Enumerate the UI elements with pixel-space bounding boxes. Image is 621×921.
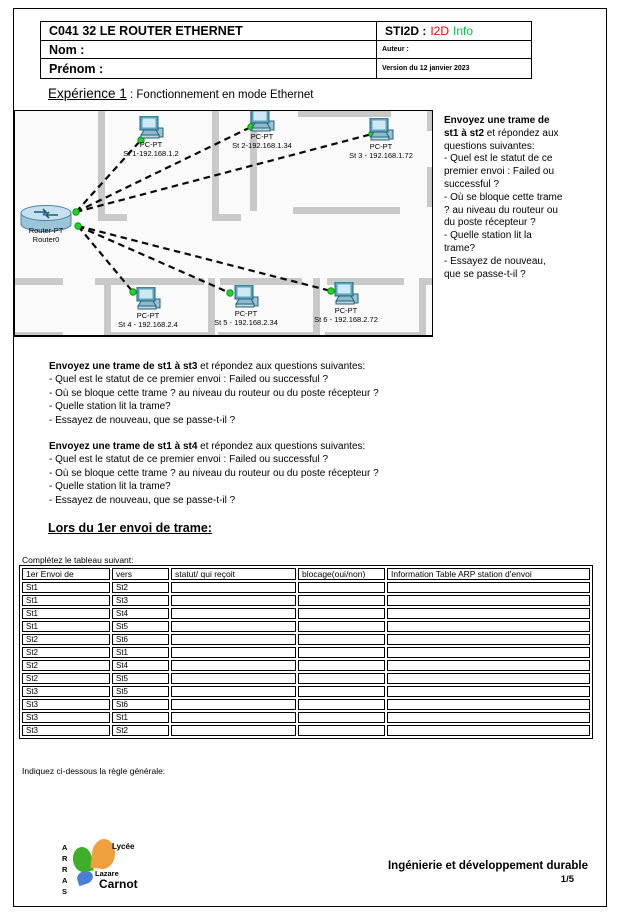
- task-bullet: - Où se bloque cette trame ? au niveau du routeur ou du poste récepteur ?: [49, 387, 379, 399]
- logo-carnot-label: Carnot: [99, 877, 138, 891]
- empty-cell: [171, 686, 296, 697]
- auteur-cell: [377, 41, 531, 59]
- experience-heading: [48, 86, 313, 101]
- version-cell: [377, 59, 531, 78]
- to-cell: St2: [112, 725, 169, 736]
- pc-station-label: St 1-192.168.1.2: [123, 149, 179, 158]
- side-note-bullet: - Essayez de nouveau, que se passe-t-il ?: [444, 255, 546, 280]
- from-cell: St2: [22, 634, 110, 645]
- course-cell: [377, 22, 531, 41]
- empty-cell: [387, 699, 590, 710]
- to-cell: St3: [112, 595, 169, 606]
- empty-cell: [387, 712, 590, 723]
- col-header: vers: [112, 568, 169, 580]
- pc-station-label: St 2-192.168.1.34: [232, 141, 292, 150]
- empty-cell: [298, 647, 385, 658]
- pc-model-label: PC-PT: [250, 132, 274, 141]
- col-header: 1er Envoi de: [22, 568, 110, 580]
- task-lead-rest: et répondez aux questions suivantes:: [197, 361, 366, 372]
- task-bullet: - Essayez de nouveau, que se passe-t-il ?: [49, 494, 236, 506]
- empty-cell: [171, 608, 296, 619]
- page-number: 1/5: [560, 874, 574, 885]
- empty-cell: [298, 660, 385, 671]
- table-row: [22, 699, 590, 710]
- to-cell: St6: [112, 634, 169, 645]
- empty-cell: [387, 660, 590, 671]
- task-bullet: - Quel est le statut de ce premier envoi : Failed ou successful ?: [49, 454, 329, 466]
- table-row: [22, 660, 590, 671]
- prenom-cell: [41, 59, 377, 78]
- task-bullet: - Quelle station lit la trame?: [49, 481, 171, 493]
- router-model-label: Router-PT: [28, 226, 64, 235]
- from-cell: St1: [22, 608, 110, 619]
- prenom-label: Prénom :: [49, 61, 104, 76]
- task-lead: [49, 440, 479, 453]
- table-row: [22, 647, 590, 658]
- empty-cell: [298, 621, 385, 632]
- logo-city-vertical: ARRAS: [62, 843, 68, 896]
- to-cell: St6: [112, 699, 169, 710]
- to-cell: St4: [112, 608, 169, 619]
- pc-station-label: St 3 - 192.168.1.72: [349, 151, 413, 160]
- logo-lazare-label: Lazare: [95, 869, 119, 878]
- empty-cell: [298, 699, 385, 710]
- pc-model-label: PC-PT: [234, 309, 258, 318]
- pc-model-label: PC-PT: [136, 311, 160, 320]
- pc-icon: [135, 287, 161, 311]
- empty-cell: [298, 725, 385, 736]
- empty-cell: [298, 595, 385, 606]
- table-header-row: [22, 568, 590, 580]
- side-note-bullet: - Quel est le statut de ce premier envoi : Failed ou successful ?: [444, 153, 555, 190]
- empty-cell: [387, 634, 590, 645]
- to-cell: St5: [112, 621, 169, 632]
- task-lead-rest: et répondez aux questions suivantes:: [197, 441, 366, 452]
- from-cell: St2: [22, 647, 110, 658]
- nom-label: Nom :: [49, 42, 85, 57]
- pc-icon: [249, 110, 275, 133]
- task-lead-bold: Envoyez une trame de st1 à st4: [49, 441, 198, 452]
- table-row: [22, 673, 590, 684]
- pc-station-label: St 4 - 192.168.2.4: [118, 320, 178, 329]
- side-note-lead: [444, 115, 563, 153]
- empty-cell: [298, 608, 385, 619]
- table-row: [22, 608, 590, 619]
- to-cell: St5: [112, 686, 169, 697]
- task-bullet: - Quelle station lit la trame?: [49, 401, 171, 413]
- empty-cell: [171, 660, 296, 671]
- task-bullet: - Quel est le statut de ce premier envoi : Failed ou successful ?: [49, 374, 329, 386]
- pc-station-label: St 6 - 192.168.2.72: [314, 315, 378, 324]
- empty-cell: [298, 673, 385, 684]
- empty-cell: [171, 582, 296, 593]
- course-info: Info: [453, 24, 474, 38]
- footer-right: [250, 860, 588, 885]
- pc-icon: [333, 282, 359, 306]
- pc-icon: [138, 116, 164, 140]
- col-header: Information Table ARP station d'envoi: [387, 568, 590, 580]
- table-row: [22, 634, 590, 645]
- empty-cell: [387, 673, 590, 684]
- rule-prompt: Indiquez ci-dessous la règle générale:: [22, 766, 166, 776]
- from-cell: St1: [22, 595, 110, 606]
- header-table: [40, 21, 532, 79]
- table-row: [22, 595, 590, 606]
- empty-cell: [387, 621, 590, 632]
- empty-cell: [387, 725, 590, 736]
- task-bullet: - Où se bloque cette trame ? au niveau du routeur ou du poste récepteur ?: [49, 467, 379, 479]
- footer-title: Ingénierie et développement durable: [387, 860, 588, 872]
- task-lead: [49, 360, 479, 373]
- empty-cell: [387, 582, 590, 593]
- side-note-lead-rest: et répondez aux questions suivantes:: [444, 127, 559, 152]
- empty-cell: [387, 686, 590, 697]
- pc-model-label: PC-PT: [334, 306, 358, 315]
- experience-title: Expérience 1: [48, 86, 127, 101]
- empty-cell: [171, 595, 296, 606]
- task-paragraph-st1-st4: [49, 440, 479, 507]
- side-note-lead-bold: Envoyez une trame de st1 à st2: [444, 115, 550, 139]
- empty-cell: [387, 608, 590, 619]
- empty-cell: [387, 647, 590, 658]
- from-cell: St3: [22, 725, 110, 736]
- from-cell: St2: [22, 660, 110, 671]
- course-label: STI2D :: [385, 24, 427, 38]
- from-cell: St3: [22, 686, 110, 697]
- empty-cell: [298, 686, 385, 697]
- to-cell: St5: [112, 673, 169, 684]
- pc-model-label: PC-PT: [369, 142, 393, 151]
- empty-cell: [387, 595, 590, 606]
- col-header: blocage(oui/non): [298, 568, 385, 580]
- arp-table: [20, 566, 592, 738]
- side-note: [444, 115, 563, 281]
- empty-cell: [171, 725, 296, 736]
- section-title: Lors du 1er envoi de trame:: [48, 521, 212, 535]
- router-name-label: Router0: [32, 235, 60, 244]
- to-cell: St2: [112, 582, 169, 593]
- course-spec: I2D: [430, 24, 450, 38]
- to-cell: St1: [112, 647, 169, 658]
- experience-subtitle: : Fonctionnement en mode Ethernet: [126, 89, 314, 101]
- table-row: [22, 712, 590, 723]
- logo-lycee-label: Lycée: [112, 842, 135, 851]
- empty-cell: [171, 634, 296, 645]
- empty-cell: [298, 712, 385, 723]
- pc-icon: [368, 118, 394, 142]
- network-diagram: [14, 110, 433, 337]
- pc-station-label: St 5 - 192.168.2.34: [214, 318, 278, 327]
- to-cell: St1: [112, 712, 169, 723]
- pc-icon: [233, 285, 259, 309]
- from-cell: St3: [22, 699, 110, 710]
- side-note-bullet: - Où se bloque cette trame ? au niveau du routeur ou du poste récepteur ?: [444, 191, 563, 229]
- nom-cell: [41, 41, 377, 59]
- empty-cell: [171, 647, 296, 658]
- pc-model-label: PC-PT: [139, 140, 163, 149]
- auteur-label: Auteur :: [382, 46, 409, 53]
- table-row: [22, 725, 590, 736]
- empty-cell: [171, 673, 296, 684]
- from-cell: St1: [22, 621, 110, 632]
- empty-cell: [171, 699, 296, 710]
- doc-title-cell: [41, 22, 377, 41]
- arp-table-wrapper: [19, 565, 593, 739]
- empty-cell: [298, 634, 385, 645]
- side-note-bullet: - Quelle station lit la trame?: [444, 230, 532, 254]
- empty-cell: [298, 582, 385, 593]
- table-row: [22, 582, 590, 593]
- task-lead-bold: Envoyez une trame de st1 à st3: [49, 361, 198, 372]
- from-cell: St1: [22, 582, 110, 593]
- from-cell: St3: [22, 712, 110, 723]
- to-cell: St4: [112, 660, 169, 671]
- table-row: [22, 621, 590, 632]
- empty-cell: [171, 621, 296, 632]
- col-header: statut/ qui reçoit: [171, 568, 296, 580]
- from-cell: St2: [22, 673, 110, 684]
- doc-title: C041 32 LE ROUTER ETHERNET: [49, 24, 243, 38]
- version-label: Version du 12 janvier 2023: [382, 65, 470, 72]
- table-intro: Complétez le tableau suivant:: [22, 555, 134, 565]
- task-bullet: - Essayez de nouveau, que se passe-t-il ?: [49, 414, 236, 426]
- table-row: [22, 686, 590, 697]
- empty-cell: [171, 712, 296, 723]
- task-paragraph-st1-st3: [49, 360, 479, 427]
